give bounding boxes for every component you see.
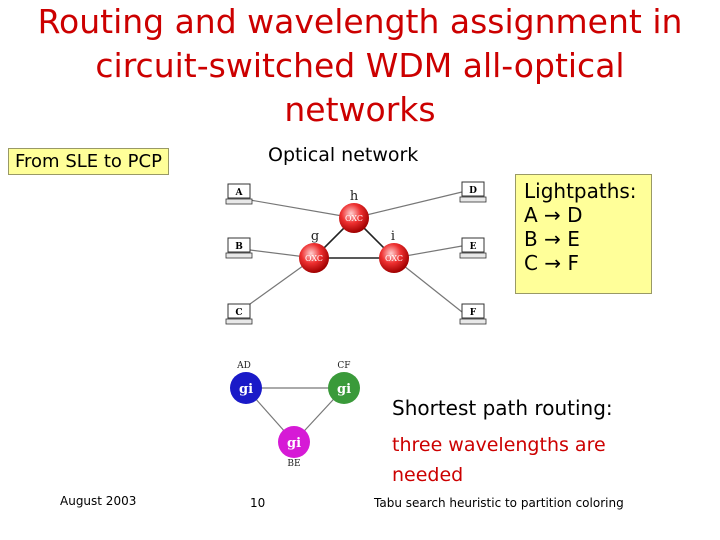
oxc-g-name: g	[310, 229, 320, 244]
lightpath-row: C → F	[524, 251, 579, 275]
conflict-node-ad	[230, 361, 262, 404]
footer-title: Tabu search heuristic to partition coloring	[374, 496, 624, 510]
conflict-graph	[230, 361, 360, 469]
oxc-i-name: i	[390, 229, 396, 244]
oxc-g-label: OXC	[304, 254, 324, 263]
terminal-a	[226, 184, 252, 204]
shortest-path-note	[392, 430, 672, 490]
title-line-1: Routing and wavelength assignment in	[37, 2, 683, 41]
conflict-node-ad-label: AD	[237, 361, 251, 371]
title-line-2: circuit-switched WDM all-optical	[95, 46, 625, 85]
conflict-node-ad-gi: gi	[238, 382, 254, 397]
terminal-a-label: A	[235, 188, 243, 198]
title-line-3: networks	[284, 90, 436, 129]
terminal-c	[226, 304, 252, 324]
terminal-b-label: B	[235, 242, 243, 252]
shortest-path-note-line-1: three wavelengths are	[392, 434, 606, 456]
oxc-h-label: OXC	[344, 214, 364, 223]
oxc-node-g	[299, 229, 329, 273]
terminal-d-label: D	[469, 186, 477, 196]
terminal-e	[460, 238, 486, 258]
shortest-path-heading: Shortest path routing:	[392, 396, 613, 420]
terminal-b	[226, 238, 252, 258]
conflict-node-be-gi: gi	[286, 436, 302, 451]
conflict-node-cf-label: CF	[337, 361, 351, 371]
oxc-h-name: h	[349, 189, 359, 204]
terminal-f	[460, 304, 486, 324]
lightpaths-box	[515, 174, 652, 294]
terminal-c-label: C	[235, 308, 243, 318]
lightpath-row: A → D	[524, 203, 583, 227]
shortest-path-note-line-2: needed	[392, 464, 464, 486]
oxc-node-h	[339, 189, 369, 233]
sle-label-box: From SLE to PCP	[8, 148, 169, 175]
optical-network-label: Optical network	[268, 144, 419, 166]
conflict-node-cf	[328, 361, 360, 404]
terminal-f-label: F	[469, 308, 477, 318]
oxc-node-i	[379, 229, 409, 273]
footer-date: August 2003	[60, 494, 137, 508]
lightpath-row: B → E	[524, 227, 580, 251]
conflict-node-be	[278, 426, 310, 469]
footer-page-number: 10	[250, 496, 266, 510]
conflict-node-cf-gi: gi	[336, 382, 352, 397]
conflict-node-be-label: BE	[287, 459, 301, 469]
lightpaths-heading: Lightpaths:	[524, 179, 637, 203]
terminal-d	[460, 182, 486, 202]
terminal-e-label: E	[469, 242, 477, 252]
oxc-i-label: OXC	[384, 254, 404, 263]
